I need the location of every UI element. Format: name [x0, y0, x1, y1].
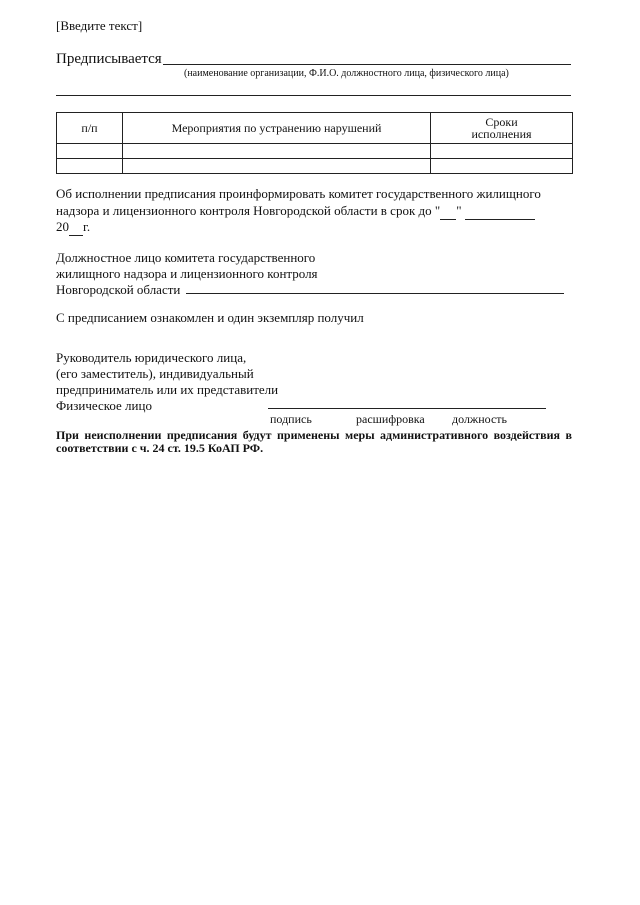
year-field[interactable] [69, 219, 83, 236]
caption-decode: расшифровка [356, 412, 425, 426]
inform-line-1: Об исполнении предписания проинформировать комитет государственного жилищного [56, 186, 541, 201]
prescribed-caption: (наименование организации, Ф.И.О. должностного лица, физического лица) [184, 68, 509, 79]
prescribed-name-field[interactable] [163, 64, 571, 65]
quote-mid: " [456, 203, 462, 218]
prescribed-second-line[interactable] [56, 95, 571, 96]
prescribed-label: Предписывается [56, 51, 162, 67]
measures-table [56, 112, 573, 174]
warning-line-2: соответствии с ч. 24 ст. 19.5 КоАП РФ. [56, 441, 264, 455]
official-line-3: Новгородской области [56, 282, 181, 297]
caption-signature: подпись [270, 412, 312, 426]
caption-position: должность [452, 412, 507, 426]
warning-line-1: При неисполнении предписания будут применены меры административного воздействия в [56, 428, 572, 442]
day-field[interactable] [440, 203, 456, 220]
table-row[interactable] [57, 144, 573, 159]
header-deadlines-text: Сроки исполнения [471, 115, 532, 141]
header-placeholder[interactable]: [Введите текст] [56, 18, 143, 33]
official-signature-field[interactable] [186, 293, 564, 294]
table-cell[interactable] [123, 159, 431, 174]
recipient-line-1: Руководитель юридического лица, [56, 350, 247, 365]
year-prefix: 20 [56, 219, 69, 234]
header-measures: Мероприятия по устранению нарушений [123, 113, 431, 144]
table-cell[interactable] [57, 159, 123, 174]
official-line-1: Должностное лицо комитета государственного [56, 250, 316, 265]
table-cell[interactable] [431, 159, 573, 174]
table-cell[interactable] [123, 144, 431, 159]
table-cell[interactable] [57, 144, 123, 159]
table-row[interactable] [57, 159, 573, 174]
year-suffix: г. [83, 219, 91, 234]
table-cell[interactable] [431, 144, 573, 159]
header-deadlines [431, 113, 573, 144]
inform-line-2 [56, 203, 535, 220]
acknowledge-text: С предписанием ознакомлен и один экземпляр получил [56, 310, 364, 325]
recipient-line-3: предприниматель или их представители [56, 382, 279, 397]
recipient-line-2: (его заместитель), индивидуальный [56, 366, 254, 381]
month-field[interactable] [465, 203, 535, 220]
recipient-signature-field[interactable] [268, 408, 546, 409]
recipient-line-4: Физическое лицо [56, 398, 152, 413]
inform-line-2-text: надзора и лицензионного контроля Новгородской области в срок до " [56, 203, 441, 218]
inform-line-3 [56, 219, 90, 236]
table-header-row [57, 113, 573, 144]
official-line-2: жилищного надзора и лицензионного контроля [56, 266, 318, 281]
header-number: п/п [57, 113, 123, 144]
